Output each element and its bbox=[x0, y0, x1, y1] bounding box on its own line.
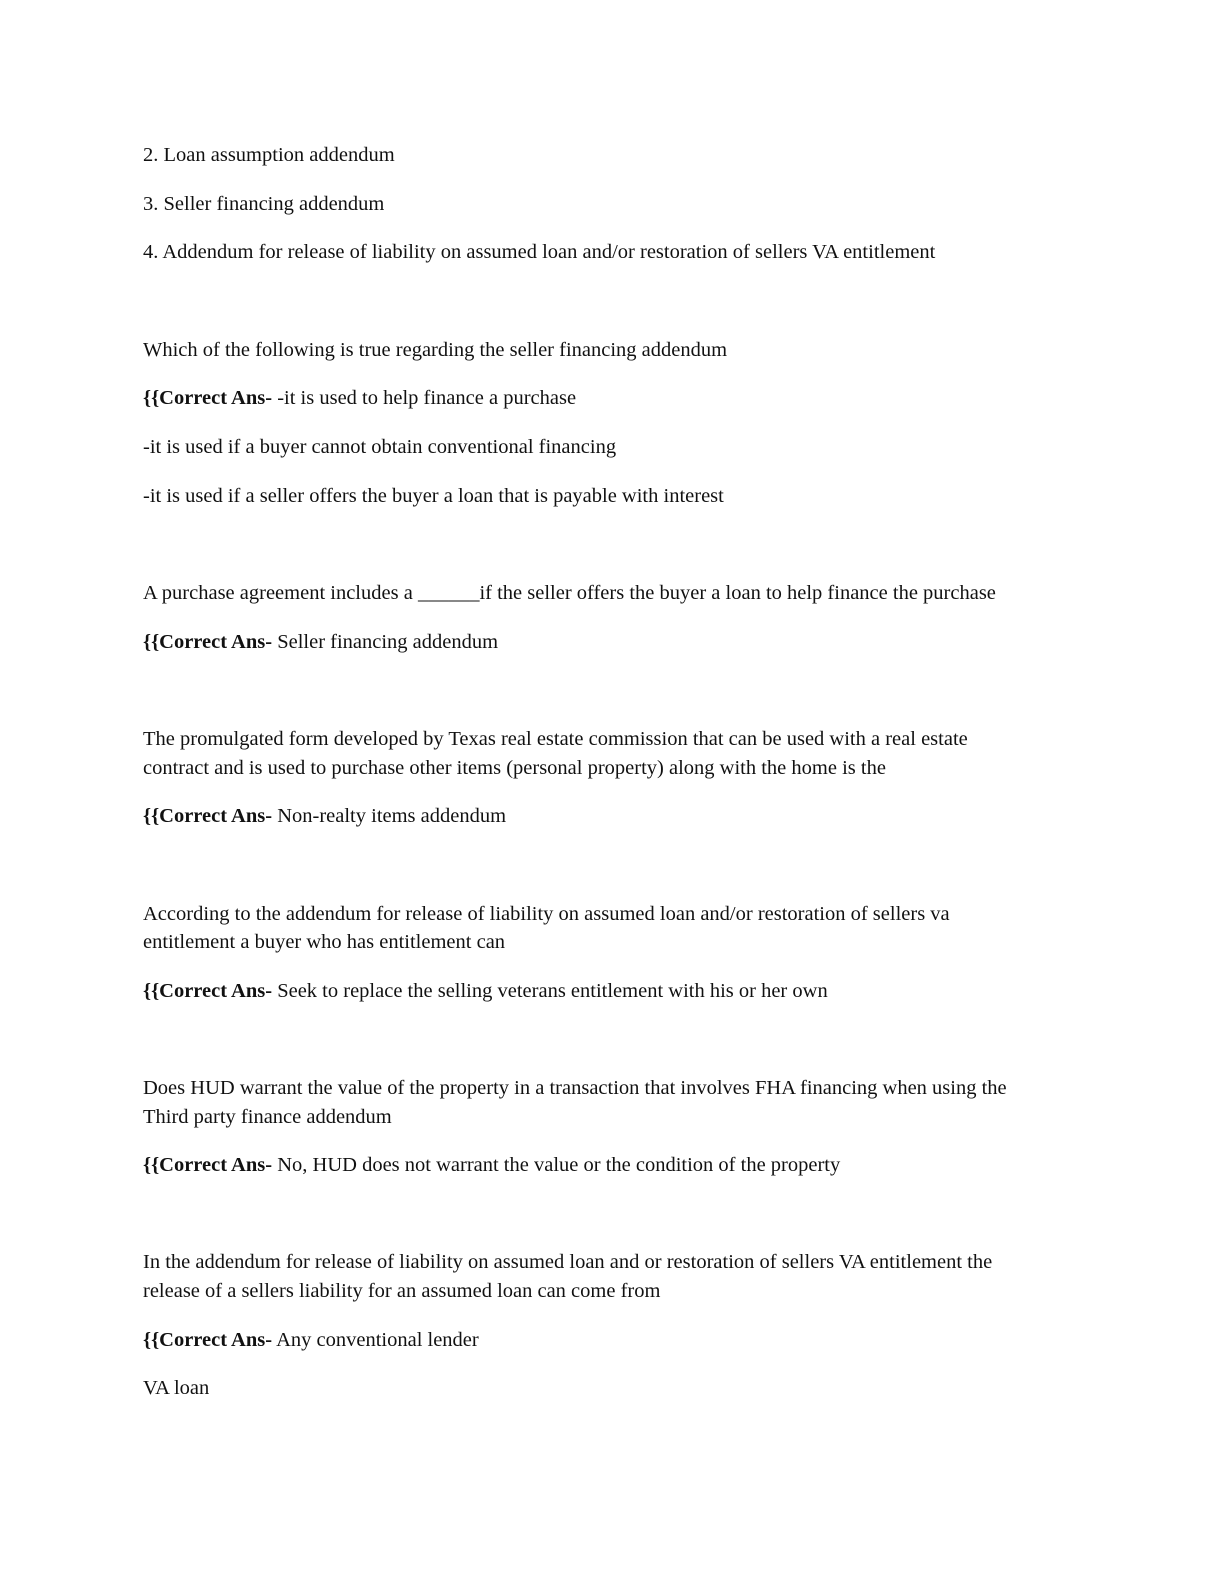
question-text: contract and is used to purchase other items (personal property) along with the home is the bbox=[143, 757, 886, 779]
answer-line bbox=[143, 386, 576, 410]
answer-line: -it is used if a buyer cannot obtain conventional financing bbox=[143, 436, 617, 458]
answer-label: Correct Ans- bbox=[159, 980, 273, 1002]
answer-label: Correct Ans- bbox=[159, 387, 273, 409]
question-text: Third party finance addendum bbox=[143, 1106, 392, 1128]
question-part: HUD bbox=[190, 1077, 235, 1099]
question-text: The promulgated form developed by Texas real estate commission that can be used with a real estate bbox=[143, 728, 968, 750]
answer-line bbox=[143, 1328, 479, 1352]
answer-braces: {{ bbox=[143, 387, 160, 409]
question-text: Which of the following is true regarding the seller financing addendum bbox=[143, 339, 728, 361]
answer-braces: {{ bbox=[143, 980, 160, 1002]
question-part: A purchase agreement includes a bbox=[143, 582, 418, 604]
answer-braces: {{ bbox=[143, 631, 160, 653]
answer-label: Correct Ans- bbox=[159, 631, 273, 653]
answer-line: -it is used if a seller offers the buyer a loan that is payable with interest bbox=[143, 485, 724, 507]
answer-line bbox=[143, 630, 498, 654]
answer-label: Correct Ans- bbox=[159, 1329, 273, 1351]
list-item: 2. Loan assumption addendum bbox=[143, 144, 395, 166]
answer-label: Correct Ans- bbox=[159, 1154, 273, 1176]
question-part: Does bbox=[143, 1077, 191, 1099]
answer-text: HUD bbox=[312, 1154, 357, 1176]
answer-line: VA loan bbox=[143, 1377, 210, 1399]
question-blank: ______ bbox=[417, 582, 480, 604]
answer-text: Any conventional lender bbox=[272, 1329, 479, 1351]
question-part: warrant the value of the property in a transaction that involves FHA financing when using the bbox=[234, 1077, 1007, 1099]
question-text bbox=[143, 1076, 1007, 1100]
answer-text: Non-realty items addendum bbox=[272, 805, 507, 827]
question-text bbox=[143, 581, 996, 605]
answer-line bbox=[143, 1153, 840, 1177]
question-text: release of a sellers liability for an assumed loan can come from bbox=[143, 1280, 661, 1302]
answer-line bbox=[143, 979, 828, 1003]
question-text: entitlement a buyer who has entitlement can bbox=[143, 931, 506, 953]
answer-label: Correct Ans- bbox=[159, 805, 273, 827]
answer-line bbox=[143, 804, 506, 828]
answer-text: does not warrant the value or the condition of the property bbox=[356, 1154, 841, 1176]
answer-braces: {{ bbox=[143, 805, 160, 827]
answer-braces: {{ bbox=[143, 1329, 160, 1351]
list-item: 3. Seller financing addendum bbox=[143, 193, 385, 215]
answer-text: Seller financing addendum bbox=[272, 631, 499, 653]
question-text: In the addendum for release of liability on assumed loan and or restoration of sellers VA entitlement the bbox=[143, 1251, 993, 1273]
list-item: 4. Addendum for release of liability on assumed loan and/or restoration of sellers VA entitlement bbox=[143, 241, 936, 263]
answer-text: Seek to replace the selling veterans entitlement with his or her own bbox=[272, 980, 828, 1002]
answer-text: -it is used to help finance a purchase bbox=[277, 387, 577, 409]
answer-text: No, bbox=[272, 1154, 313, 1176]
question-part: if the seller offers the buyer a loan to help finance the purchase bbox=[479, 582, 996, 604]
question-text: According to the addendum for release of liability on assumed loan and/or restoration of sellers va bbox=[143, 903, 950, 925]
answer-braces: {{ bbox=[143, 1154, 160, 1176]
